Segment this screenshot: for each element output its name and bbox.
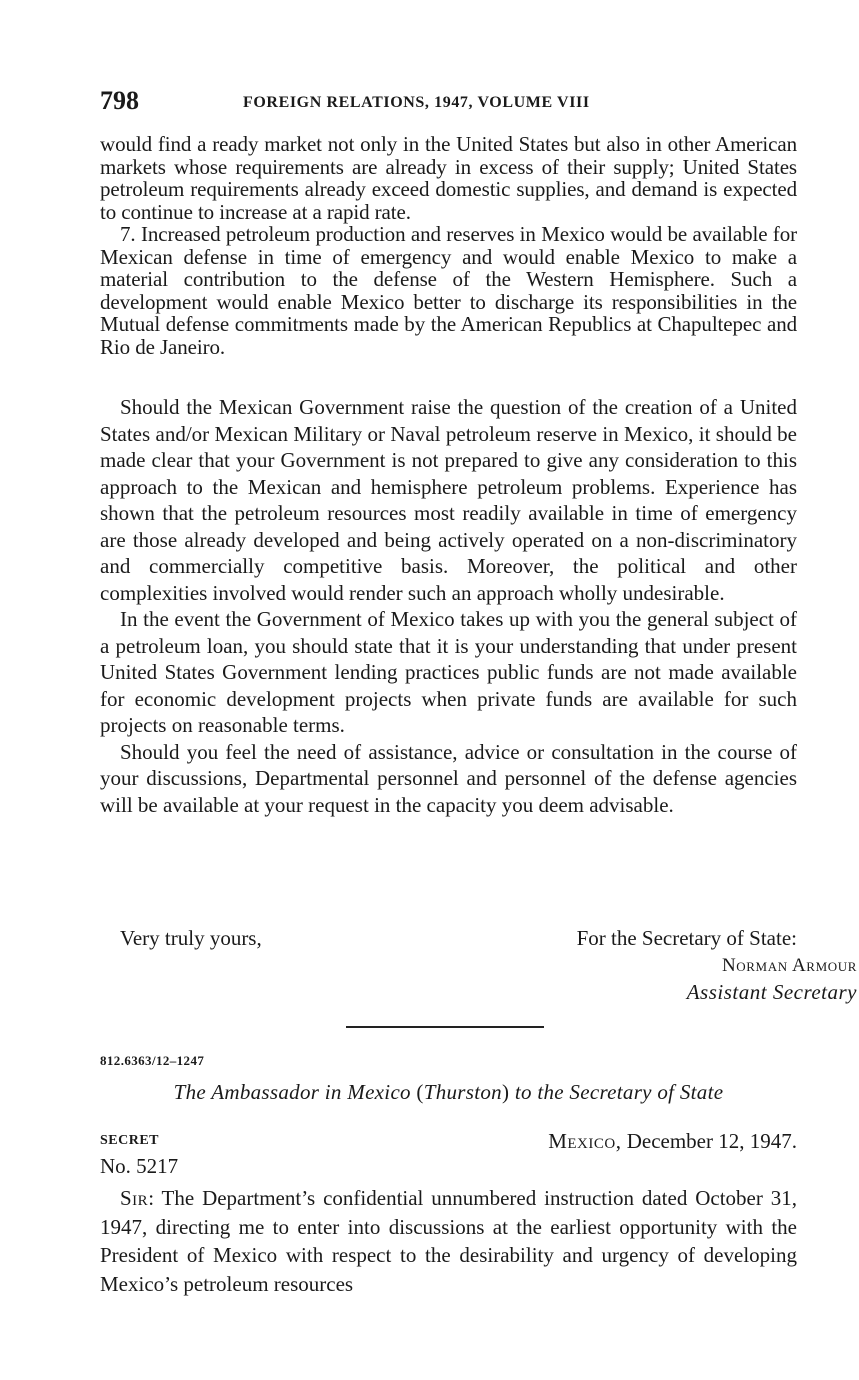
- heading-part-1: The Ambassador in Mexico: [173, 1080, 417, 1104]
- opening-text: : The Department’s confidential unnumbered instruction dated October 31, 1947, directing me to enter into discussions at the earliest opportunity with the President of Mexico with respect to the desirability and urgency of developing Mexico’s petroleum resources: [100, 1186, 797, 1296]
- place-date: [548, 1126, 797, 1156]
- classification-label: SECRET: [100, 1133, 160, 1148]
- page-number: 798: [100, 86, 139, 115]
- continued-paragraph: would find a ready market not only in the United States but also in other American markets whose requirements are already in excess of their supply; United States petroleum requirements already exceed domestic supplies, and demand is expected to continue to increase at a rapid rate.: [100, 132, 797, 224]
- salutation: Sir: [120, 1186, 149, 1210]
- heading-paren-close: ): [501, 1080, 510, 1104]
- document-number: No. 5217: [100, 1154, 179, 1178]
- continued-paragraph-block: [100, 133, 797, 358]
- closing-line: [100, 925, 797, 952]
- numbered-point-7: 7. Increased petroleum production and reserves in Mexico would be available for Mexican defense in time of emergency and would enable Mexico to make a material contribution to the defense of the Western Hemisphere. Such a development would enable Mexico better to discharge its responsibilities in the Mutual defense commitments made by the American Republics at Chapultepec and Rio de Janeiro.: [100, 222, 797, 359]
- complimentary-close: Very truly yours,: [120, 926, 262, 950]
- for-secretary-line: For the Secretary of State:: [576, 926, 797, 950]
- place: Mexico,: [548, 1129, 622, 1153]
- section-divider: [346, 1026, 544, 1028]
- signer-name: Norman Armour: [721, 955, 857, 976]
- letter-opening: [100, 1184, 797, 1298]
- body-paragraph: In the event the Government of Mexico takes up with you the general subject of a petroleum loan, you should state that it is your understanding that under present United States Government lending practices public funds are not made available for economic development projects when private funds are available for such projects on reasonable terms.: [100, 607, 797, 737]
- instruction-body: [100, 394, 797, 818]
- document-heading: [100, 1077, 797, 1107]
- date: December 12, 1947.: [626, 1129, 797, 1153]
- file-number: 812.6363/12–1247: [100, 1053, 205, 1068]
- body-paragraph: Should you feel the need of assistance, advice or consultation in the course of your discussions, Departmental personnel and personnel of the defense agencies will be available at your request in the capacity you deem advisable.: [100, 739, 797, 817]
- running-head: [100, 84, 797, 118]
- body-paragraph: Should the Mexican Government raise the question of the creation of a United States and/or Mexican Military or Naval petroleum reserve in Mexico, it should be made clear that your Government is not prepared to give any consideration to this approach to the Mexican and hemisphere petroleum problems. Experience has shown that the petroleum resources most readily available in time of emergency are those already developed and being actively operated on a non-discriminatory and commercially competitive basis. Moreover, the political and other complexities involved would render such an approach wholly undesirable.: [100, 395, 797, 605]
- heading-name: Thurston: [423, 1080, 502, 1104]
- heading-paren-open: (: [416, 1080, 424, 1104]
- signer-title: Assistant Secretary: [686, 980, 857, 1004]
- opening-paragraph: [100, 1184, 797, 1298]
- heading-part-2: to the Secretary of State: [509, 1080, 724, 1104]
- running-head-title: FOREIGN RELATIONS, 1947, VOLUME VIII: [243, 94, 590, 111]
